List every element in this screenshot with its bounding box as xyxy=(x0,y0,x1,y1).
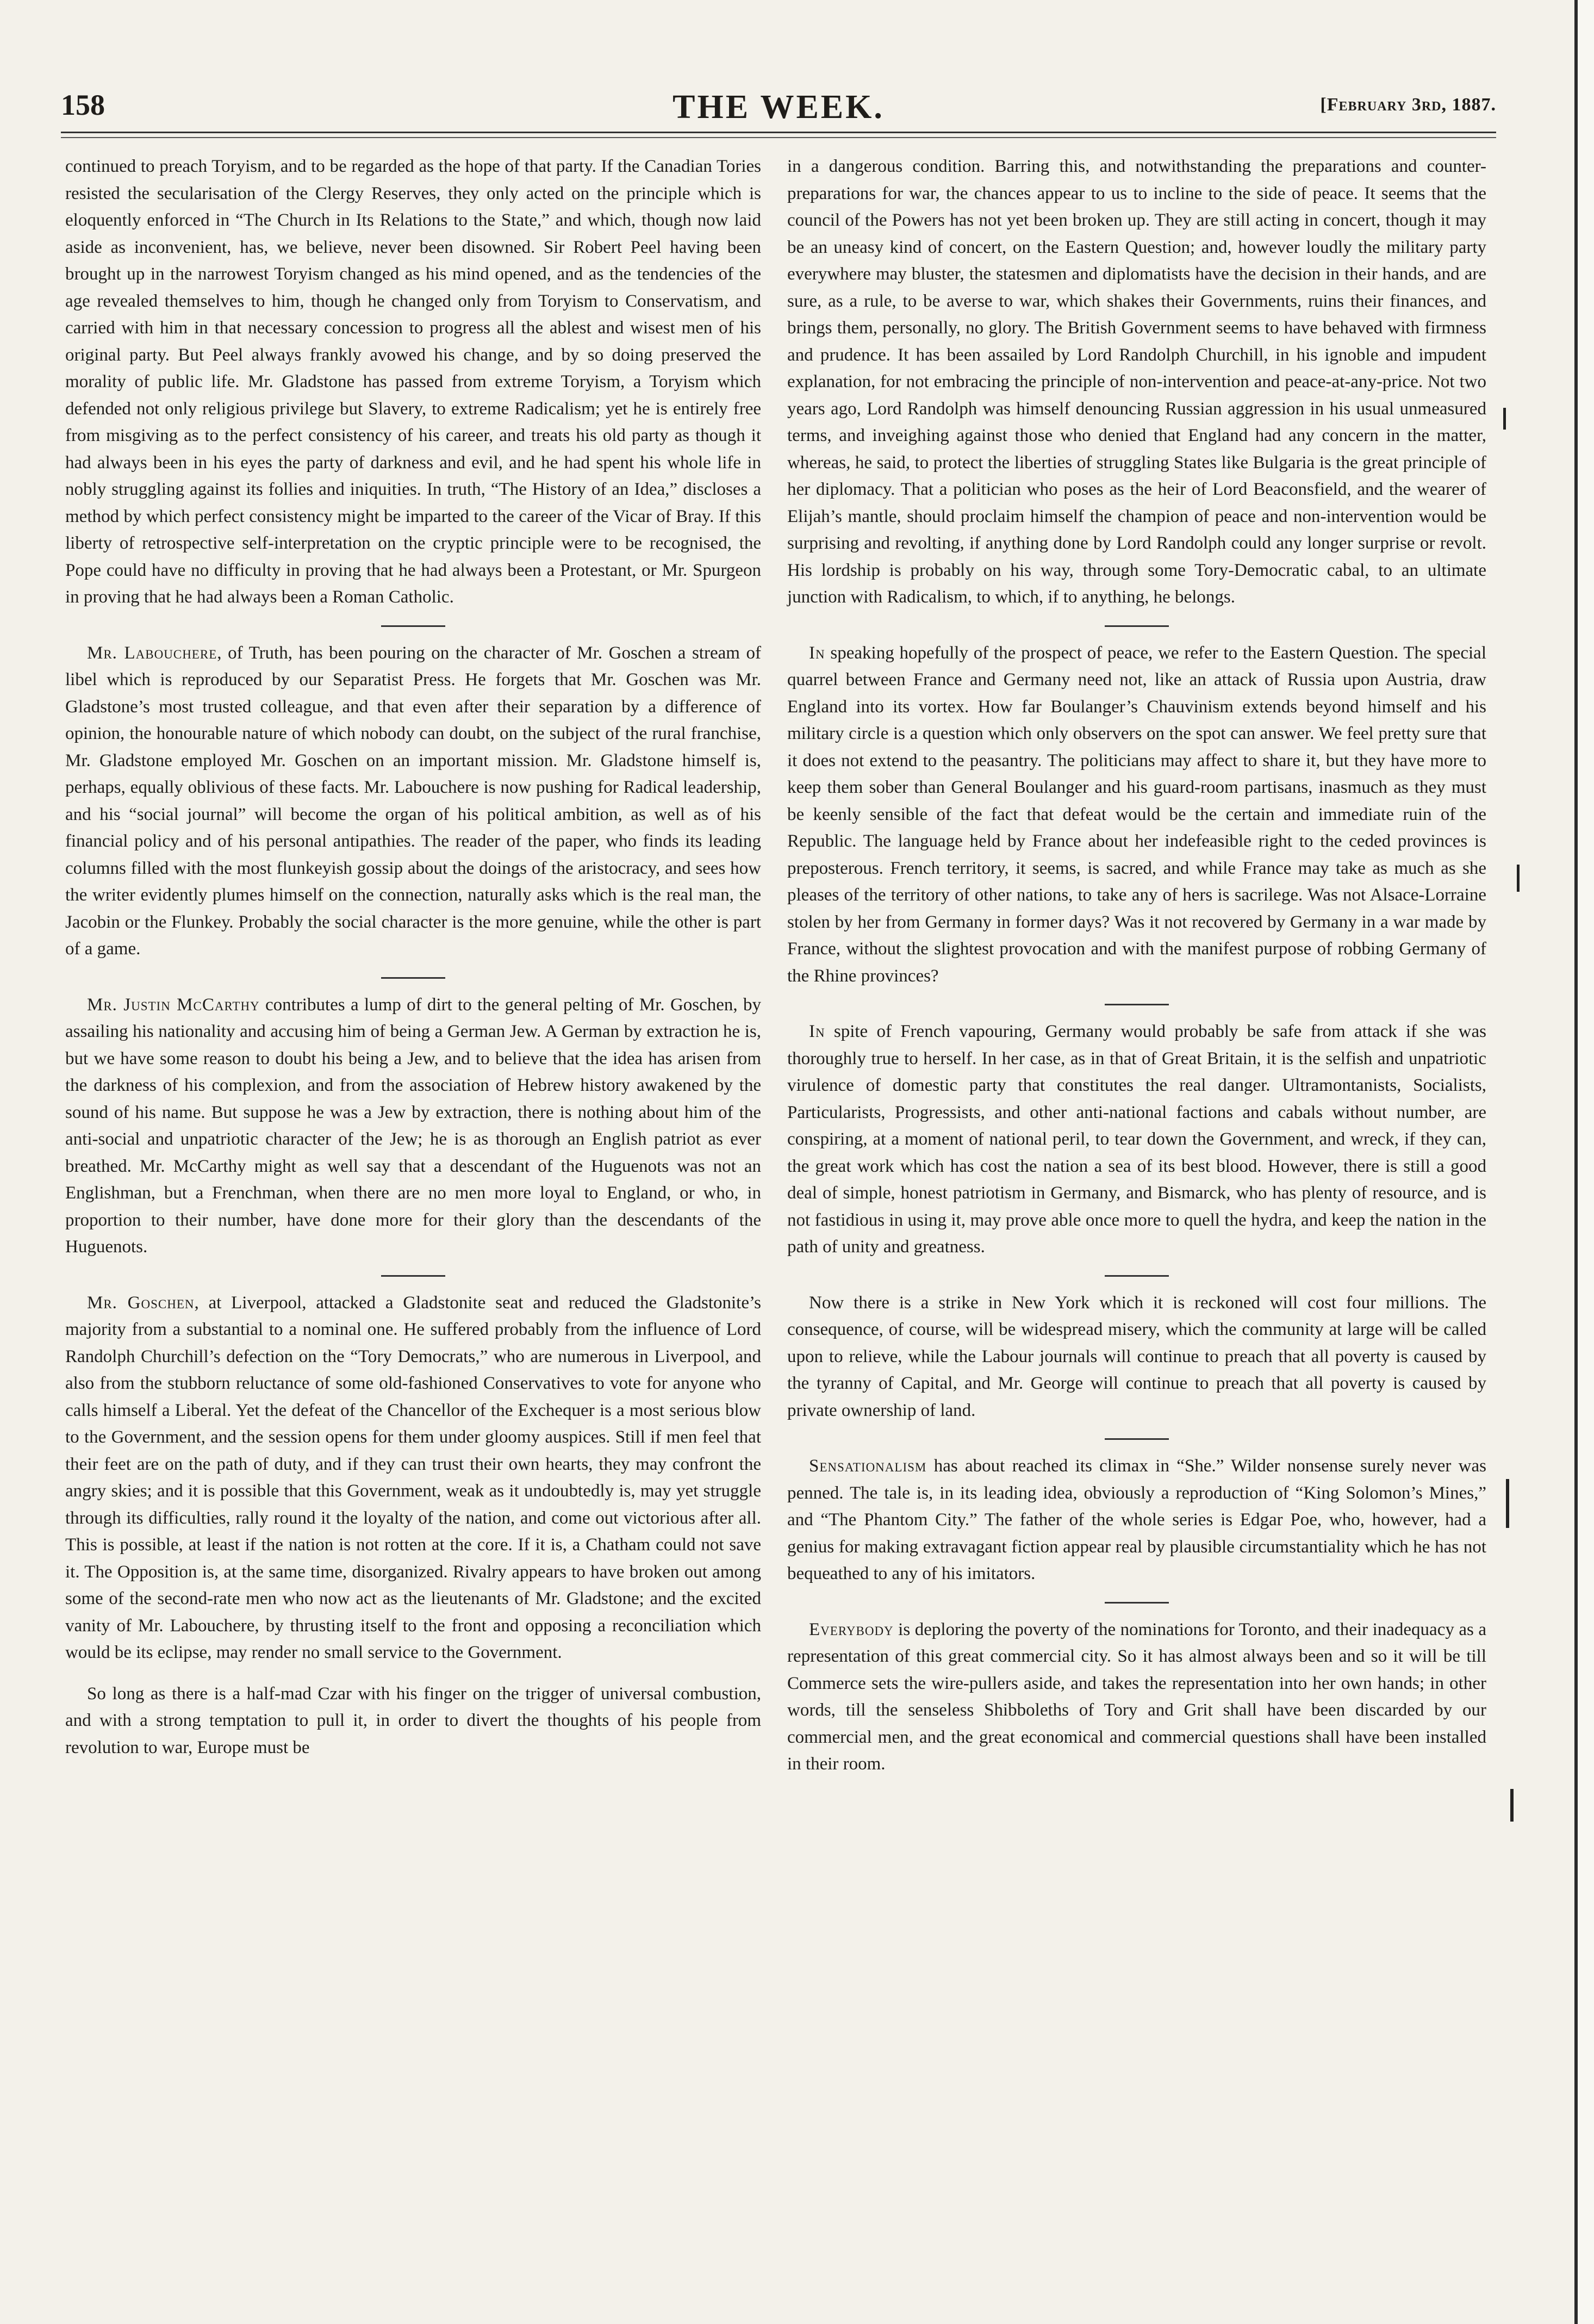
page-header xyxy=(61,88,1496,132)
header-rule xyxy=(61,137,1496,138)
article-paragraph: continued to preach Toryism, and to be regarded as the hope of that party. If the Canadian Tories resisted the secularisation of the Clergy Reserves, they only acted on the principle which is eloquently enforced in “The Church in Its Relations to the State,” and which, though now laid aside as inconvenient, has, we believe, never been disowned. Sir Robert Peel having been brought up in the narrowest Toryism changed as his mind opened, and as the tendencies of the age revealed themselves to him, though he changed only from Toryism to Conservatism, and carried with him in that necessary concession to progress all the ablest and wisest men of his original party. But Peel always frankly avowed his change, and by so doing preserved the morality of public life. Mr. Gladstone has passed from extreme Toryism, a Toryism which defended not only religious privilege but Slavery, to extreme Radicalism; yet he is entirely free from misgiving as to the perfect consistency of his career, and treats his old party as though it had always been in his eyes the party of darkness and evil, and he had spent his whole life in nobly struggling against its follies and iniquities. In truth, “The History of an Idea,” discloses a method by which perfect consistency might be imparted to the career of the Vicar of Bray. If this liberty of retrospective self-interpretation on the cryptic principle were to be recognised, the Pope could have no difficulty in proving that he had always been a Protestant, or Mr. Spurgeon in proving that he had always been a Roman Catholic. xyxy=(65,157,761,607)
scan-margin xyxy=(1578,0,1594,2324)
lead-words: In xyxy=(809,643,825,663)
article-paragraph: in a dangerous condition. Barring this, and notwithstanding the preparations and counter-preparations for war, the chances appear to us to incline to the side of peace. It seems that the council of the Powers has not yet been broken up. They are still acting in concert, though it may be an uneasy kind of concert, on the Eastern Question; and, however loudly the military party everywhere may bluster, the statesmen and diplomatists have the decision in their hands, and are sure, as a rule, to be averse to war, which shakes their Governments, ruins their finances, and brings them, personally, no glory. The British Government seems to have behaved with firmness and prudence. It has been assailed by Lord Randolph Churchill, in his ignoble and impudent explanation, for not embracing the principle of non-intervention and peace-at-any-price. Not two years ago, Lord Randolph was himself denouncing Russian aggression in his usual unmeasured terms, and inveighing against those who denied that England had any concern in the matter, whereas, he said, to protect the liberties of struggling States like Bulgaria is the great principle of her diplomacy. That a politician who poses as the heir of Lord Beaconsfield, and the wearer of Elijah’s mantle, should proclaim himself the champion of peace and non-intervention would be surprising and revolting, if anything done by Lord Randolph could any longer surprise or revolt. His lordship is probably on his way, through some Tory-Democratic cabal, to an ultimate junction with Radicalism, to which, if to anything, he belongs. xyxy=(787,157,1486,607)
article-paragraph: Mr. Labouchere, of Truth, has been pouring on the character of Mr. Goschen a stream of libel which is reproduced by our Separatist Press. He forgets that Mr. Goschen was Mr. Gladstone’s most trusted colleague, and that even after their separation by a difference of opinion, the honourable nature of which nobody can doubt, on the subject of the rural franchise, Mr. Gladstone employed Mr. Goschen on an important mission. Mr. Gladstone himself is, perhaps, equally oblivious of these facts. Mr. Labouchere is now pushing for Radical leadership, and his “social journal” will become the organ of his political ambition, as well as of his financial policy and of his personal antipathies. The reader of the paper, who finds its leading columns filled with the most flunkeyish gossip about the doings of the aristocracy, and sees how the writer evidently plumes himself on the connection, naturally asks which is the real man, the Jacobin or the Flunkey. Probably the social character is the more genuine, while the other is part of a game. xyxy=(65,643,761,959)
article-paragraph: So long as there is a half-mad Czar with his finger on the trigger of universal combustion, and with a strong temptation to pull it, in order to divert the thoughts of his people from revolution to war, Europe must be xyxy=(65,1683,761,1757)
publication-title: THE WEEK. xyxy=(673,89,885,126)
section-separator xyxy=(1105,1438,1169,1440)
section-separator xyxy=(1105,1602,1169,1604)
lead-words: In xyxy=(809,1022,825,1041)
section-separator xyxy=(381,1275,445,1277)
margin-mark xyxy=(1517,865,1520,892)
issue-date: [February 3rd, 1887. xyxy=(1320,95,1496,115)
article-paragraph: In spite of French vapouring, Germany would probably be safe from attack if she was thoroughly true to herself. In her case, as in that of Great Britain, it is the selfish and unpatriotic virulence of domestic party that constitutes the real danger. Ultramontanists, Socialists, Particularists, Progressists, and other anti-national factions and cabals without number, are conspiring, at a moment of national peril, to tear down the Government, and wreck, if they can, the great work which has cost the nation a sea of its best blood. However, there is still a good deal of simple, honest patriotism in Germany, and Bismarck, who has plenty of resource, and is not fastidious in using it, may prove able once more to quell the hydra, and keep the nation in the path of unity and greatness. xyxy=(787,1022,1486,1257)
margin-mark xyxy=(1503,408,1506,430)
page-number: 158 xyxy=(61,89,105,121)
lead-words: Mr. Labouchere xyxy=(87,643,217,663)
section-separator xyxy=(381,625,445,627)
section-separator xyxy=(381,977,445,979)
margin-mark xyxy=(1510,1789,1514,1822)
lead-words: Sensationalism xyxy=(809,1456,927,1476)
margin-mark xyxy=(1506,1479,1509,1528)
article-paragraph: Now there is a strike in New York which it is reckoned will cost four millions. The consequence, of course, will be widespread misery, which the community at large will be called upon to relieve, while the Labour journals will continue to preach that all poverty is caused by the tyranny of Capital, and Mr. George will continue to preach that all poverty is caused by private ownership of land. xyxy=(787,1293,1486,1420)
article-paragraph: Mr. Goschen, at Liverpool, attacked a Gladstonite seat and reduced the Gladstonite’s majority from a substantial to a nominal one. He suffered probably from the influence of Lord Randolph Churchill’s defection on the “Tory Democrats,” who are numerous in Liverpool, and also from the stubborn reluctance of some old-fashioned Conservatives to vote for anyone who calls himself a Liberal. Yet the defeat of the Chancellor of the Exchequer is a most serious blow to the Government, and the session opens for them under gloomy auspices. Still if men feel that their feet are on the path of duty, and if they can trust their own hearts, they may confront the angry skies; and it is possible that this Government, weak as it undoubtedly is, may yet struggle through its difficulties, rally round it the loyalty of the nation, and come out victorious after all. This is possible, at least if the nation is not rotten at the core. If it is, a Chatham could not save it. The Opposition is, at the same time, disorganized. Rivalry appears to have broken out among some of the second-rate men who now act as the lieutenants of Mr. Gladstone; and the excited vanity of Mr. Labouchere, by thrusting itself to the front and opposing a reconciliation which would be its eclipse, may render no small service to the Government. xyxy=(65,1293,761,1662)
article-paragraph: Mr. Justin McCarthy contributes a lump of dirt to the general pelting of Mr. Goschen, by assailing his nationality and accusing him of being a German Jew. A German by extraction he is, but we have some reason to doubt his being a Jew, and to believe that the idea has arisen from the darkness of his complexion, and from the association of Hebrew history awakened by the sound of his name. But suppose he was a Jew by extraction, there is nothing about him of the anti-social and unpatriotic character of the Jew; he is as thorough an English patriot as ever breathed. Mr. McCarthy might as well say that a descendant of the Huguenots was not an Englishman, but a Frenchman, when there are no men more loyal to England, or who, in proportion to their number, have done more for their glory than the descendants of the Huguenots. xyxy=(65,995,761,1257)
section-separator xyxy=(1105,625,1169,627)
lead-words: Mr. Justin McCarthy xyxy=(87,995,260,1015)
header-rule xyxy=(61,132,1496,133)
right-column xyxy=(787,153,1486,1778)
section-separator xyxy=(1105,1275,1169,1277)
article-paragraph: In speaking hopefully of the prospect of peace, we refer to the Eastern Question. The special quarrel between France and Germany need not, like an attack of Russia upon Austria, draw England into its vortex. How far Boulanger’s Chauvinism extends beyond himself and his military circle is a question which only observers on the spot can answer. We feel pretty sure that it does not extend to the peasantry. The politicians may affect to share it, but they have more to keep them sober than General Boulanger and his guard-room partisans, inasmuch as they must be keenly sensible of the fact that defeat would be the certain and immediate ruin of the Republic. The language held by France about her indefeasible right to the ceded provinces is preposterous. French territory, it seems, is sacred, and while France may take as much as she pleases of the territory of other nations, to take any of hers is sacrilege. Was not Alsace-Lorraine stolen by her from Germany in former days? Was it not recovered by Germany in a war made by France, without the slightest provocation and with the manifest purpose of robbing Germany of the Rhine provinces? xyxy=(787,643,1486,986)
section-separator xyxy=(1105,1004,1169,1005)
lead-words: Everybody xyxy=(809,1619,894,1639)
lead-words: Mr. Goschen xyxy=(87,1293,195,1313)
article-paragraph: Everybody is deploring the poverty of the nominations for Toronto, and their inadequacy as a representation of this great commercial city. So it has almost always been and so it will be till Commerce sets the wire-pullers aside, and takes the representation into her own hands; in other words, till the senseless Shibboleths of Tory and Grit shall have been discarded by our commercial men, and the great economical and commercial questions shall have been installed in their room. xyxy=(787,1619,1486,1774)
left-column xyxy=(65,153,761,1761)
article-paragraph: Sensationalism has about reached its climax in “She.” Wilder nonsense surely never was penned. The tale is, in its leading idea, obviously a reproduction of “King Solomon’s Mines,” and “The Phantom City.” The father of the whole series is Edgar Poe, who, however, had a genius for making extravagant fiction appear real by plausible circumstantiality which he has not bequeathed to any of his imitators. xyxy=(787,1456,1486,1583)
